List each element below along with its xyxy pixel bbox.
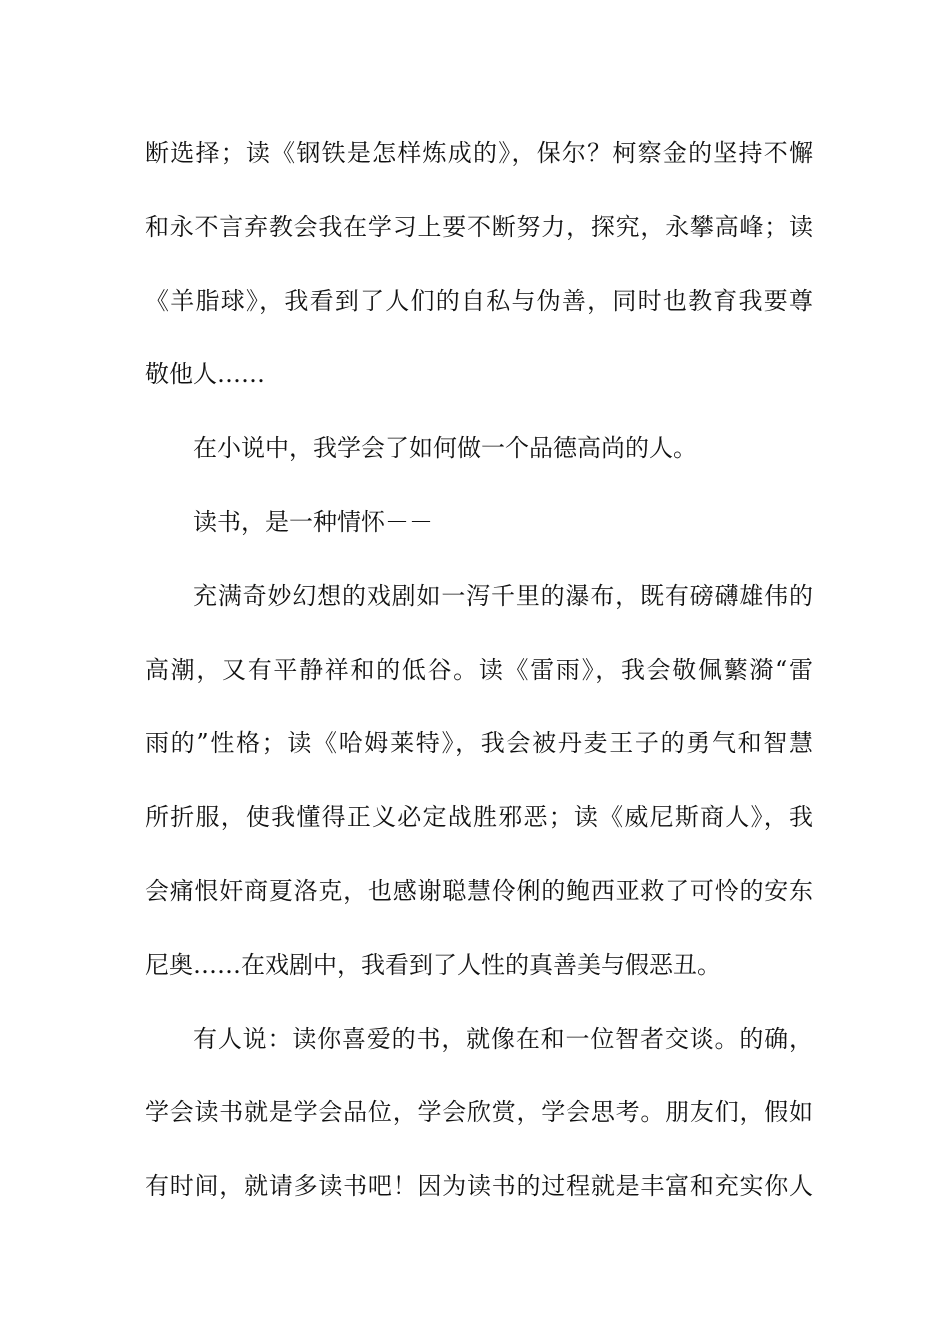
text-line: 和永不言弃教会我在学习上要不断努力，探究，永攀高峰；读 [145, 212, 813, 241]
paragraph-line: 充满奇妙幻想的戏剧如一泻千里的瀑布，既有磅礴雄伟的 [193, 581, 813, 610]
text-line: 学会读书就是学会品位，学会欣赏，学会思考。朋友们，假如 [145, 1098, 813, 1127]
body-text [145, 131, 813, 1238]
text-line: 断选择；读《钢铁是怎样炼成的》，保尔？柯察金的坚持不懈 [145, 139, 813, 167]
text-line: 高潮，又有平静祥和的低谷。读《雷雨》，我会敬佩蘩漪“雷 [145, 655, 813, 684]
text-line: 《羊脂球》，我看到了人们的自私与伪善，同时也教育我要尊 [145, 286, 813, 315]
text-line: 所折服，使我懂得正义必定战胜邪恶；读《威尼斯商人》，我 [145, 803, 813, 832]
section-heading-line: 读书，是一种情怀－－ [193, 507, 433, 536]
text-line: 敬他人…… [145, 360, 265, 389]
paragraph-line: 有人说：读你喜爱的书，就像在和一位智者交谈。的确， [193, 1024, 813, 1053]
paragraph-line: 在小说中，我学会了如何做一个品德高尚的人。 [193, 434, 697, 463]
text-line: 会痛恨奸商夏洛克，也感谢聪慧伶俐的鲍西亚救了可怜的安东 [145, 876, 813, 905]
text-line: 雨的”性格；读《哈姆莱特》，我会被丹麦王子的勇气和智慧 [145, 729, 813, 758]
text-line: 有时间，就请多读书吧！因为读书的过程就是丰富和充实你人 [145, 1172, 813, 1201]
text-line: 尼奥……在戏剧中，我看到了人性的真善美与假恶丑。 [145, 950, 721, 979]
